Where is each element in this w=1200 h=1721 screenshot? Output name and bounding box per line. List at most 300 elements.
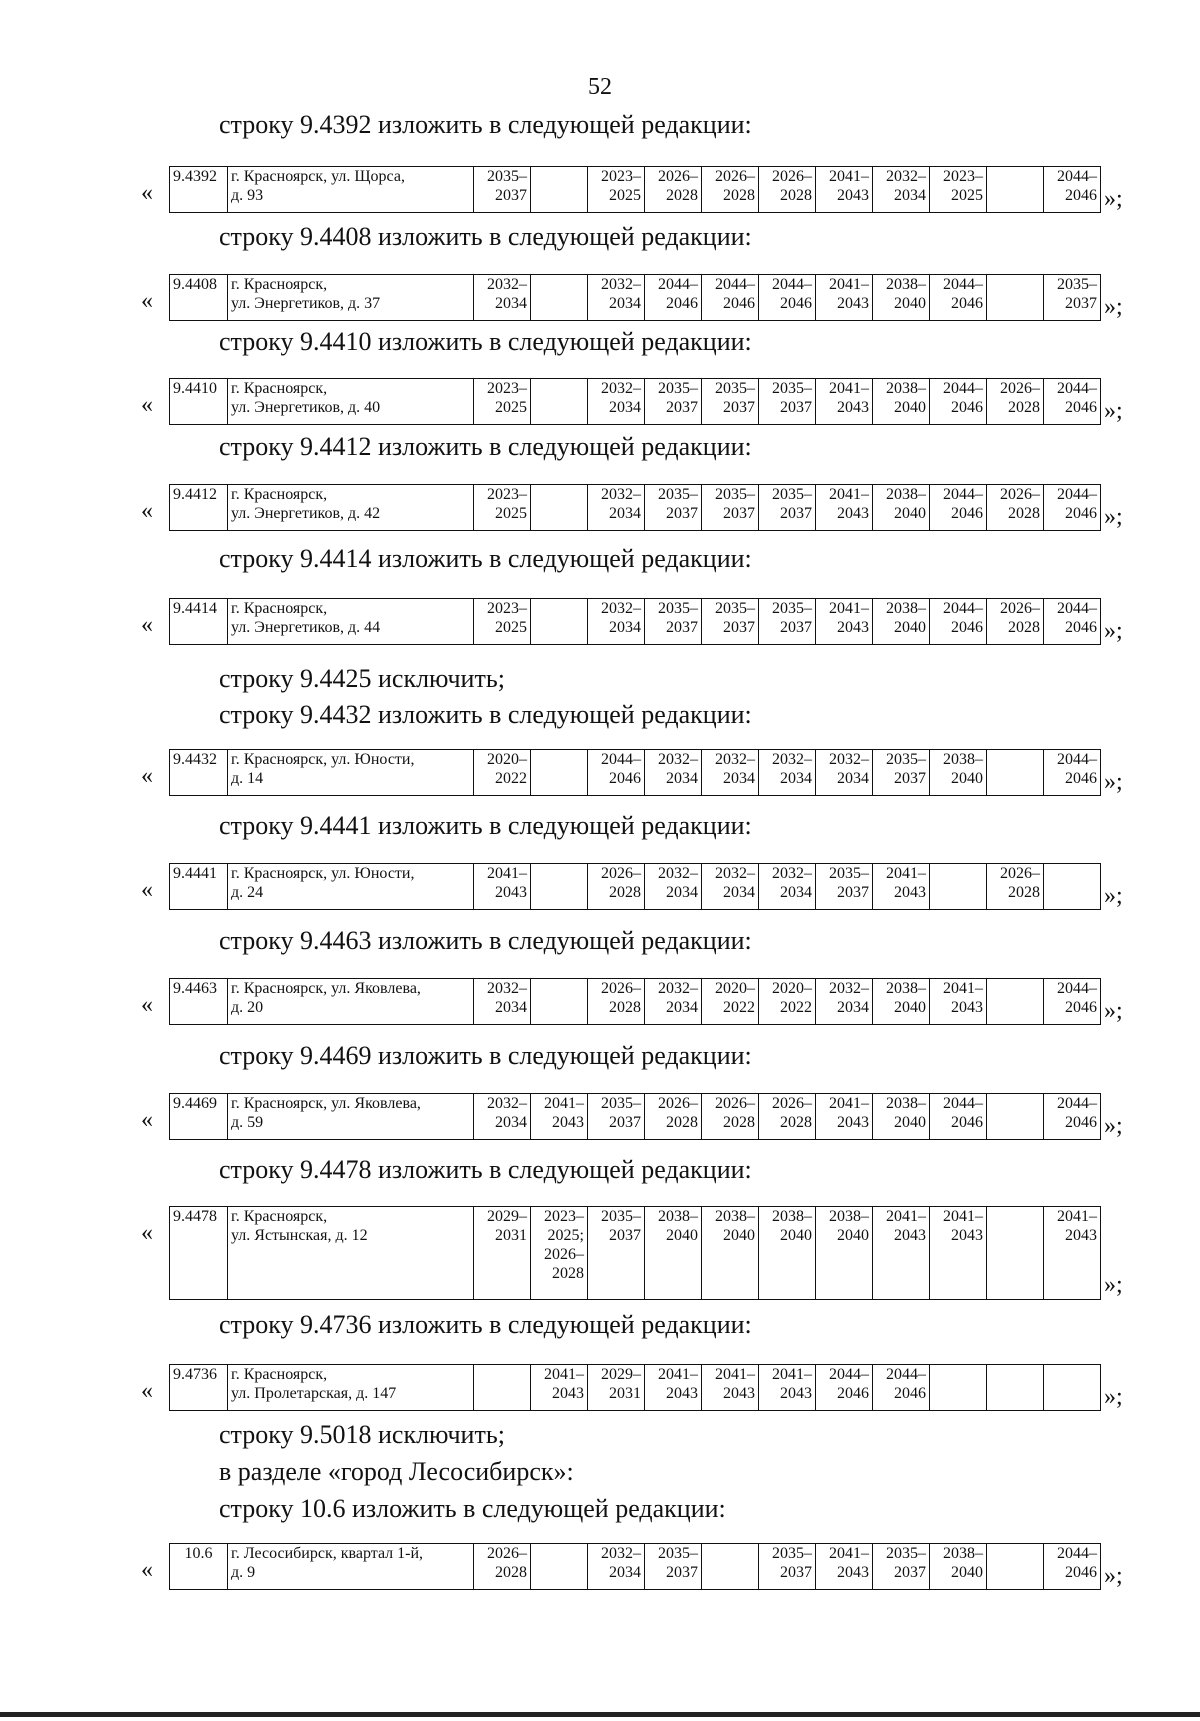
period-cell	[759, 485, 816, 531]
row-number: 9.4469	[170, 1094, 228, 1140]
period-cell	[474, 599, 531, 645]
period-cell	[588, 1207, 645, 1300]
address-line: г. Лесосибирск, квартал 1-й,	[231, 1545, 424, 1562]
period-cell	[645, 1544, 702, 1590]
period-cell	[930, 864, 987, 910]
period-value: 2032–	[772, 865, 812, 882]
amendment-heading-1: строку 9.4392 изложить в следующей редакции:	[219, 110, 752, 139]
amendment-table-9.4469	[169, 1093, 1101, 1140]
period-value: 2020–	[772, 980, 812, 997]
period-value: 2043	[837, 295, 869, 312]
row-number: 9.4463	[170, 979, 228, 1025]
period-cell	[645, 750, 702, 796]
row-number: 9.4441	[170, 864, 228, 910]
period-value: 2035–	[601, 1208, 641, 1225]
period-value: 2032–	[601, 276, 641, 293]
period-cell	[816, 750, 873, 796]
amendment-table-9.4478	[169, 1206, 1101, 1300]
period-value: 2044–	[943, 276, 983, 293]
period-cell	[816, 167, 873, 213]
period-value: 2043	[837, 619, 869, 636]
period-value: 2040	[894, 999, 926, 1016]
period-value: 2028	[666, 187, 698, 204]
period-value: 2028	[495, 1564, 527, 1581]
opening-quote: «	[141, 1557, 153, 1583]
period-value: 2040	[837, 1227, 869, 1244]
period-value: 2023–	[487, 380, 527, 397]
period-value: 2020–	[715, 980, 755, 997]
period-value: 2046	[951, 1114, 983, 1131]
period-value: 2026–	[601, 865, 641, 882]
period-value: 2034	[495, 999, 527, 1016]
address-cell	[228, 1544, 474, 1590]
period-value: 2037	[609, 1114, 641, 1131]
page-bottom-edge	[0, 1712, 1200, 1717]
period-cell	[1044, 167, 1101, 213]
period-value: 2035–	[772, 1545, 812, 1562]
period-value: 2040	[951, 770, 983, 787]
address-cell	[228, 1365, 474, 1411]
period-value: 2041–	[772, 1366, 812, 1383]
period-cell	[816, 1365, 873, 1411]
period-value: 2034	[666, 884, 698, 901]
period-value: 2038–	[886, 276, 926, 293]
address-line: г. Красноярск, ул. Юности,	[231, 751, 415, 768]
opening-quote: «	[141, 612, 153, 638]
closing-quote: »;	[1104, 504, 1123, 530]
period-value: 2037	[894, 770, 926, 787]
period-value: 2037	[723, 399, 755, 416]
period-cell	[930, 485, 987, 531]
table-row	[170, 485, 1101, 531]
period-cell	[873, 599, 930, 645]
period-value: 2041–	[829, 1545, 869, 1562]
period-value: 2044–	[1057, 168, 1097, 185]
period-value: 2041–	[487, 865, 527, 882]
opening-quote: «	[141, 992, 153, 1018]
period-cell	[474, 1094, 531, 1140]
period-value: 2026–	[658, 168, 698, 185]
period-cell	[645, 1094, 702, 1140]
period-cell	[930, 1207, 987, 1300]
period-value: 2044–	[886, 1366, 926, 1383]
period-cell	[816, 1207, 873, 1300]
period-value: 2044–	[943, 380, 983, 397]
table-row	[170, 379, 1101, 425]
opening-quote: «	[141, 288, 153, 314]
period-cell	[759, 750, 816, 796]
period-cell	[816, 275, 873, 321]
period-cell	[1044, 485, 1101, 531]
period-value: 2044–	[1057, 380, 1097, 397]
address-line: ул. Энергетиков, д. 40	[231, 399, 381, 416]
opening-quote: «	[141, 763, 153, 789]
period-value: 2031	[495, 1227, 527, 1244]
closing-quote: »;	[1104, 769, 1123, 795]
period-value: 2038–	[886, 600, 926, 617]
address-cell	[228, 485, 474, 531]
period-cell	[930, 167, 987, 213]
period-cell	[987, 1094, 1044, 1140]
period-cell	[987, 167, 1044, 213]
address-cell	[228, 275, 474, 321]
period-value: 2044–	[943, 600, 983, 617]
period-value: 2035–	[658, 486, 698, 503]
period-value: 2040	[723, 1227, 755, 1244]
period-value: 2043	[666, 1385, 698, 1402]
period-cell	[759, 167, 816, 213]
period-value: 2025;	[547, 1227, 584, 1244]
closing-quote: »;	[1104, 1113, 1123, 1139]
table-row	[170, 750, 1101, 796]
amendment-table-9.4410	[169, 378, 1101, 425]
period-cell	[930, 1365, 987, 1411]
period-value: 2034	[609, 399, 641, 416]
closing-quote: »;	[1104, 1272, 1123, 1298]
period-cell	[873, 750, 930, 796]
period-cell	[930, 1544, 987, 1590]
period-value: 2026–	[1000, 600, 1040, 617]
period-value: 2040	[894, 1114, 926, 1131]
period-value: 2043	[552, 1114, 584, 1131]
period-value: 2032–	[715, 751, 755, 768]
period-value: 2037	[666, 619, 698, 636]
period-value: 2046	[666, 295, 698, 312]
period-cell	[474, 1207, 531, 1300]
period-value: 2046	[1065, 399, 1097, 416]
period-value: 2032–	[658, 865, 698, 882]
period-cell	[531, 379, 588, 425]
period-value: 2034	[723, 770, 755, 787]
period-cell	[645, 379, 702, 425]
period-cell	[1044, 1094, 1101, 1140]
period-value: 2041–	[658, 1366, 698, 1383]
table-row	[170, 1365, 1101, 1411]
period-value: 2028	[609, 884, 641, 901]
address-line: ул. Энергетиков, д. 37	[231, 295, 381, 312]
period-value: 2038–	[886, 380, 926, 397]
period-value: 2032–	[772, 751, 812, 768]
period-cell	[930, 1094, 987, 1140]
opening-quote: «	[141, 877, 153, 903]
closing-quote: »;	[1104, 618, 1123, 644]
row-number: 9.4408	[170, 275, 228, 321]
opening-quote: «	[141, 498, 153, 524]
row-number: 10.6	[170, 1544, 228, 1590]
section-heading: в разделе «город Лесосибирск»:	[219, 1457, 574, 1486]
period-value: 2044–	[1057, 980, 1097, 997]
table-row	[170, 275, 1101, 321]
period-value: 2026–	[715, 1095, 755, 1112]
period-value: 2044–	[943, 486, 983, 503]
period-value: 2034	[666, 770, 698, 787]
period-cell	[588, 1365, 645, 1411]
period-cell	[873, 864, 930, 910]
address-line: г. Красноярск, ул. Яковлева,	[231, 1095, 421, 1112]
period-cell	[531, 864, 588, 910]
period-value: 2043	[837, 505, 869, 522]
period-value: 2032–	[601, 486, 641, 503]
address-cell	[228, 167, 474, 213]
row-number: 9.4410	[170, 379, 228, 425]
period-value: 2043	[894, 1227, 926, 1244]
period-cell	[702, 167, 759, 213]
period-value: 2037	[780, 1564, 812, 1581]
period-value: 2023–	[487, 600, 527, 617]
period-value: 2041–	[544, 1366, 584, 1383]
address-cell	[228, 979, 474, 1025]
period-cell	[645, 275, 702, 321]
period-value: 2028	[609, 999, 641, 1016]
period-value: 2041–	[829, 1095, 869, 1112]
opening-quote: «	[141, 180, 153, 206]
opening-quote: «	[141, 392, 153, 418]
period-value: 2044–	[772, 276, 812, 293]
period-value: 2038–	[886, 486, 926, 503]
period-cell	[816, 485, 873, 531]
period-cell	[987, 379, 1044, 425]
period-cell	[759, 864, 816, 910]
address-cell	[228, 599, 474, 645]
period-value: 2025	[609, 187, 641, 204]
row-number: 9.4412	[170, 485, 228, 531]
address-line: ул. Ястынская, д. 12	[231, 1227, 368, 1244]
period-value: 2046	[837, 1385, 869, 1402]
period-value: 2035–	[772, 600, 812, 617]
closing-quote: »;	[1104, 398, 1123, 424]
period-value: 2035–	[487, 168, 527, 185]
period-value: 2046	[951, 619, 983, 636]
period-cell	[1044, 379, 1101, 425]
row-number: 9.4392	[170, 167, 228, 213]
row-number: 9.4478	[170, 1207, 228, 1300]
period-cell	[645, 485, 702, 531]
period-value: 2034	[609, 1564, 641, 1581]
period-value: 2037	[780, 399, 812, 416]
period-cell	[1044, 750, 1101, 796]
period-cell	[930, 275, 987, 321]
period-cell	[930, 379, 987, 425]
period-cell	[1044, 979, 1101, 1025]
period-value: 2028	[780, 1114, 812, 1131]
period-value: 2025	[495, 399, 527, 416]
period-cell	[588, 485, 645, 531]
period-cell	[1044, 864, 1101, 910]
period-value: 2035–	[715, 600, 755, 617]
period-value: 2046	[951, 295, 983, 312]
period-cell	[588, 1544, 645, 1590]
period-value: 2034	[495, 1114, 527, 1131]
period-value: 2038–	[943, 751, 983, 768]
period-value: 2046	[1065, 187, 1097, 204]
period-cell	[816, 864, 873, 910]
address-cell	[228, 864, 474, 910]
period-value: 2028	[1008, 619, 1040, 636]
period-value: 2043	[837, 1564, 869, 1581]
period-value: 2043	[780, 1385, 812, 1402]
period-value: 2023–	[487, 486, 527, 503]
period-value: 2046	[1065, 770, 1097, 787]
period-value: 2041–	[943, 1208, 983, 1225]
period-value: 2046	[1065, 999, 1097, 1016]
period-value: 2038–	[658, 1208, 698, 1225]
amendment-table-10.6	[169, 1543, 1101, 1590]
period-value: 2034	[609, 295, 641, 312]
closing-quote: »;	[1104, 883, 1123, 909]
period-cell	[1044, 275, 1101, 321]
closing-quote: »;	[1104, 186, 1123, 212]
period-cell	[645, 979, 702, 1025]
period-cell	[816, 979, 873, 1025]
address-cell	[228, 1207, 474, 1300]
period-value: 2034	[495, 295, 527, 312]
period-value: 2046	[1065, 1564, 1097, 1581]
period-cell	[474, 485, 531, 531]
period-value: 2040	[894, 399, 926, 416]
period-value: 2043	[837, 1114, 869, 1131]
address-line: г. Красноярск, ул. Юности,	[231, 865, 415, 882]
period-value: 2041–	[886, 1208, 926, 1225]
table-row	[170, 1094, 1101, 1140]
period-value: 2034	[666, 999, 698, 1016]
period-cell	[531, 167, 588, 213]
period-cell	[987, 1365, 1044, 1411]
period-cell	[987, 750, 1044, 796]
period-value: 2029–	[601, 1366, 641, 1383]
period-value: 2020–	[487, 751, 527, 768]
closing-quote: »;	[1104, 1563, 1123, 1589]
row-number: 9.4414	[170, 599, 228, 645]
period-cell	[759, 979, 816, 1025]
period-value: 2032–	[829, 751, 869, 768]
period-cell	[873, 979, 930, 1025]
period-value: 2041–	[715, 1366, 755, 1383]
period-cell	[474, 750, 531, 796]
period-value: 2023–	[943, 168, 983, 185]
period-value: 2035–	[886, 1545, 926, 1562]
period-value: 2022	[780, 999, 812, 1016]
period-value: 2035–	[772, 380, 812, 397]
period-value: 2037	[837, 884, 869, 901]
amendment-heading-8: строку 9.4463 изложить в следующей редакции:	[219, 926, 752, 955]
table-row	[170, 1544, 1101, 1590]
address-line: г. Красноярск, ул. Щорса,	[231, 168, 405, 185]
period-cell	[588, 167, 645, 213]
period-cell	[816, 379, 873, 425]
period-value: 2026–	[487, 1545, 527, 1562]
address-line: г. Красноярск,	[231, 600, 328, 617]
amendment-table-9.4414	[169, 598, 1101, 645]
period-value: 2025	[495, 505, 527, 522]
period-value: 2044–	[943, 1095, 983, 1112]
period-value: 2026–	[772, 168, 812, 185]
period-cell	[588, 599, 645, 645]
period-cell	[873, 379, 930, 425]
amendment-heading-2: строку 9.4408 изложить в следующей редакции:	[219, 222, 752, 251]
row-number: 9.4736	[170, 1365, 228, 1411]
period-value: 2026–	[715, 168, 755, 185]
period-value: 2043	[951, 999, 983, 1016]
amendment-table-9.4463	[169, 978, 1101, 1025]
period-value: 2026–	[772, 1095, 812, 1112]
amendment-heading-7: строку 9.4441 изложить в следующей редакции:	[219, 811, 752, 840]
period-value: 2041–	[829, 600, 869, 617]
period-cell	[1044, 1365, 1101, 1411]
period-cell	[474, 379, 531, 425]
period-value: 2041–	[943, 980, 983, 997]
address-line: г. Красноярск, ул. Яковлева,	[231, 980, 421, 997]
period-value: 2043	[951, 1227, 983, 1244]
period-cell	[702, 864, 759, 910]
address-cell	[228, 1094, 474, 1140]
period-value: 2041–	[829, 486, 869, 503]
period-value: 2040	[666, 1227, 698, 1244]
period-cell	[930, 979, 987, 1025]
period-value: 2026–	[1000, 486, 1040, 503]
amendment-heading-4: строку 9.4412 изложить в следующей редакции:	[219, 432, 752, 461]
period-value: 2026–	[544, 1246, 584, 1263]
period-value: 2037	[495, 187, 527, 204]
period-value: 2041–	[829, 276, 869, 293]
period-cell	[588, 379, 645, 425]
table-row	[170, 864, 1101, 910]
period-cell	[531, 599, 588, 645]
period-cell	[873, 1207, 930, 1300]
period-value: 2040	[780, 1227, 812, 1244]
period-value: 2035–	[772, 486, 812, 503]
period-value: 2032–	[829, 980, 869, 997]
period-value: 2034	[609, 619, 641, 636]
period-value: 2028	[723, 187, 755, 204]
period-cell	[987, 599, 1044, 645]
amendment-heading-3: строку 9.4410 изложить в следующей редакции:	[219, 327, 752, 356]
period-value: 2032–	[487, 276, 527, 293]
period-value: 2028	[666, 1114, 698, 1131]
address-line: д. 59	[231, 1114, 264, 1131]
period-cell	[474, 864, 531, 910]
period-cell	[759, 1365, 816, 1411]
period-cell	[588, 750, 645, 796]
period-cell	[873, 485, 930, 531]
period-value: 2034	[609, 505, 641, 522]
period-value: 2046	[1065, 619, 1097, 636]
address-line: ул. Энергетиков, д. 44	[231, 619, 381, 636]
closing-quote: »;	[1104, 294, 1123, 320]
period-cell	[759, 599, 816, 645]
period-value: 2032–	[601, 600, 641, 617]
address-line: г. Красноярск,	[231, 1208, 328, 1225]
period-value: 2040	[894, 295, 926, 312]
period-cell	[873, 1094, 930, 1140]
period-cell	[702, 599, 759, 645]
period-cell	[531, 275, 588, 321]
period-cell	[759, 379, 816, 425]
period-cell	[930, 750, 987, 796]
address-line: д. 20	[231, 999, 264, 1016]
amendment-heading-5: строку 9.4414 изложить в следующей редакции:	[219, 544, 752, 573]
period-cell	[987, 979, 1044, 1025]
period-value: 2044–	[1057, 486, 1097, 503]
period-value: 2026–	[1000, 380, 1040, 397]
period-value: 2037	[666, 399, 698, 416]
period-value: 2044–	[601, 751, 641, 768]
period-value: 2043	[837, 187, 869, 204]
period-value: 2035–	[886, 751, 926, 768]
period-cell	[474, 275, 531, 321]
period-cell	[702, 485, 759, 531]
period-cell	[645, 167, 702, 213]
period-value: 2022	[723, 999, 755, 1016]
